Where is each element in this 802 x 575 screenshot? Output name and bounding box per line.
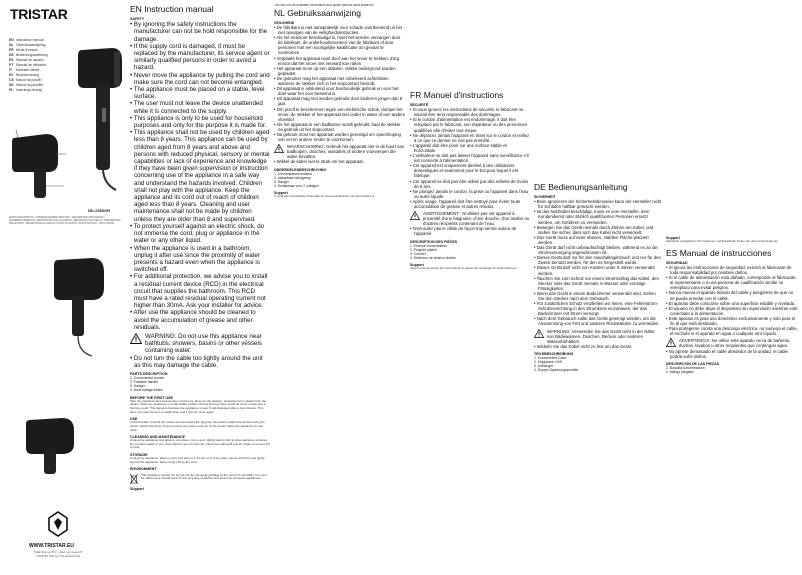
folded-dryer-illustration <box>48 252 110 362</box>
nl-support-text: U vindt alle beschikbare informatie en reserveonderdelen op www.tristar.eu! <box>274 194 375 199</box>
list-item: 4. Dual voltage switch <box>130 388 163 393</box>
list-item: • Si vous ignorez les instructions de sécurité, le fabricant ne saurait être tenu responsable des dommages. <box>410 107 524 118</box>
language-label: Instrukcja obsługi <box>16 88 43 92</box>
list-item: • Als het apparaat in een badkamer wordt gebruikt, haal de stekker na gebruik uit het stopcontact. <box>274 121 401 132</box>
en-environment <box>130 474 270 484</box>
list-item: 4. Doppel-Spannungsschalter <box>534 368 579 373</box>
es-parts-list <box>666 366 798 374</box>
hair-dryer-illustration <box>76 44 124 194</box>
language-code: PT <box>9 63 14 67</box>
fr-support-heading: Support <box>410 263 424 268</box>
de-title: DE Bedienungsanleitung <box>534 182 628 192</box>
en-support-heading: Support <box>130 486 144 491</box>
en-environment-heading: ENVIRONMENT <box>130 467 157 472</box>
language-label: Bruksanvisning <box>16 73 39 77</box>
es-parts-heading: DESCRIPCIÓN DE LAS PIEZAS <box>666 361 720 366</box>
language-label: Gebruiksaanwijzing <box>16 43 46 47</box>
list-item: 2. Foldable handle <box>130 380 158 385</box>
warning-icon <box>274 144 284 153</box>
list-item: • Para protegerse contra una descarga eléctrica, no sumerja el cable, el enchufe ni el aparato en agua o cualquier otro líquido. <box>666 326 798 337</box>
list-item: • Beim Ignorieren der Sicherheitshinweise kann der Hersteller nicht für Schäden haftbar gemacht werden. <box>534 199 662 210</box>
list-item: • To protect yourself against an electric shock, do not immerse the cord, plug or appliance in the water or any other liquid. <box>130 222 265 245</box>
language-code: SV <box>9 73 14 77</box>
language-label: Mode d'emploi <box>16 48 38 52</box>
list-item: • El aparato debe colocarse sobre una superficie estable y nivelada. <box>666 300 796 306</box>
warning-icon <box>130 333 142 344</box>
fr-column <box>410 4 530 271</box>
list-item: 3. Hanger <box>274 179 289 184</box>
website: WWW.TRISTAR.EU <box>29 543 74 549</box>
warning-icon <box>410 211 420 220</box>
de-safety-list <box>534 199 662 326</box>
fr-warning <box>410 211 530 226</box>
list-item: • This appliance shall not be used by children aged less than 8 years. This appliance can be used by children aged from 8 years and above and persons with reduced physical, sensory or mental capabilities or lack of experience and knowledge if they have been given supervision or instruction concerning use of the appliance in a safe way and understand the hazards involved. Children shall not play with the appliance. Keep the appliance and its cord out of reach of children aged less than 8 years. Cleaning and user maintenance shall not be made by children unless they are older than 8 and supervised. <box>130 129 270 223</box>
language-label: Instruction manual <box>16 38 44 42</box>
list-item: • Ne plongez jamais le cordon, la prise ou l'appareil dans l'eau ou autre liquide. <box>410 188 529 199</box>
list-item: • Si ignora las instrucciones de seguridad, eximirá al fabricante de toda responsabilidad por posibles daños. <box>666 265 792 276</box>
list-item: • After use the appliance should be cleaned to avoid the accumulation of grease and other residuals. <box>130 309 256 331</box>
nl-warning-text: WAARSCHUWING: Gebruik het apparaat niet in de buurt van badkuipen, douches, wastafels of andere voorwerpen die water bevatten. <box>287 144 405 160</box>
en-safety-heading: SAFETY <box>130 17 145 21</box>
es-column <box>666 4 798 374</box>
en-warning-2: • Do not turn the cable too tightly around the unit as this may damage the cable. <box>130 354 263 369</box>
language-list <box>9 38 69 93</box>
en-parts-list <box>130 376 270 392</box>
nl-support-heading: Support <box>274 191 288 196</box>
en-storage-text: Unplug the appliance, allow to cool, and store it in its box or in a dry place. Never wind the cord tightly around the appliance. Never hang unit by the cord. <box>130 456 265 464</box>
list-item: • By ignoring the safety instructions the manufacturer can not be hold responsible for the damage. <box>130 21 268 43</box>
es-safety-list <box>666 265 798 336</box>
en-parts-heading: PARTS DESCRIPTION <box>130 371 168 376</box>
de-warning <box>534 329 662 344</box>
nl-title: NL Gebruiksaanwijzing <box>274 7 361 18</box>
list-item: • Dieses Gerät darf nur für den Haushaltsgebrauch und nur für den Zweck benutzt werden, für den es hergestellt wurde. <box>534 255 661 266</box>
de-warning-text: WARNUNG: Verwenden Sie das Gerät nicht in der Nähe von Badewannen, Duschen, Becken oder anderen Wasserbehältern. <box>547 328 655 344</box>
en-warning-text: WARNING: Do not use this appliance near bathtubs, showers, basins or other vessels containing water. <box>145 332 262 355</box>
list-item: • Tauchen Sie zum Schutz vor einem Stromschlag das Kabel, den Stecker oder das Gerät niemals in Wasser oder sonstige Flüssigkeiten. <box>534 275 659 291</box>
list-item: • Für zusätzlichen Schutz empfehlen wir Ihnen, eine Fehlerstrom-Schutzeinrichtung in den Stromkreis einzubauen, der das Badezimmer mit Strom versorgt. <box>534 301 659 317</box>
list-item: 1. Boquilla concentradora <box>666 365 705 370</box>
nl-safety-list <box>274 25 406 142</box>
es-safety-heading: SEGURIDAD <box>666 260 688 265</box>
nl-column <box>274 4 406 199</box>
language-code: FR <box>9 48 14 52</box>
list-item: • De fabrikant is niet aansprakelijk voor schade voortkomend uit het niet opvolgen van de veiligheidsinstructies. <box>274 25 403 36</box>
language-label: Manual de utilizador <box>16 63 47 67</box>
warning-icon <box>534 329 544 338</box>
list-item: • Ist das Netzkabel beschädigt, muss es vom Hersteller, dem Kundendienst oder ähnlich qualifizierten Personen ersetzt werden, um Gefahren zu vermeiden. <box>534 209 650 225</box>
list-item: • Als het netsnoer beschadigd is, moet het worden vervangen door de fabrikant, de onderhoudsmonteur van de fabrikant of door personen met een soortgelijke kwalificatie om gevaar te voorkomen. <box>274 35 401 56</box>
de-support-text: Sämtliche verfügbaren Informationen und Ersatzteile finden Sie unter www.tristar.eu! <box>666 239 779 244</box>
list-item: • Wenn das Gerät in einem Badezimmer verwendet wird, ziehen Sie den Stecker nach dem Gebrauch. <box>534 290 656 301</box>
list-item: 2. Klappbarer Griff <box>534 360 562 365</box>
fr-parts-heading: DESCRIPTION DES PIÈCES <box>410 239 458 244</box>
list-item: • Das Gerät darf nicht unbeaufsichtigt bleiben, während es an die Stromversorgung angeschlossen ist. <box>534 245 658 256</box>
list-item: 1. Concentrator nozzle <box>130 376 165 381</box>
de-column <box>534 4 662 373</box>
fr-warning-text: AVERTISSEMENT : N'utilisez pas cet appareil à proximité d'une baignoire, d'une douche, d'un lavabo ou d'autres récipients contenant de l'eau. <box>423 211 530 227</box>
en-before-text: Take the appliance and accessories out the box. Remove the stickers, protective foil or plastic from the device. Place the appliance on a flat stable surface. During first use there could be some smoke and a burning smell. This happens because the appliance is new. It will disappear after a few minutes. This does not mean there is a malfunction and it will not occur again. <box>130 398 267 414</box>
en-before-heading: BEFORE THE FIRST USE <box>130 395 173 400</box>
language-code: IT <box>9 68 13 72</box>
nl-parts-heading: ONDERDELENBESCHRIJVING <box>274 167 327 172</box>
storage-dryer-illustration <box>22 410 84 480</box>
fr-safety-list <box>410 107 530 209</box>
language-label: Manual de usuario <box>16 58 44 62</box>
list-item: • Na gebruik moet het apparaat worden gereinigd om opeenhoping van vet en andere resten te voorkomen. <box>274 131 401 143</box>
list-item: 3. Aufhänger <box>534 364 554 369</box>
en-warning <box>130 333 270 355</box>
nl-warning-2: • Wikkel de kabel niet te strak om het apparaat. <box>274 159 364 165</box>
list-item: • Het apparaat moet op een stabiele, vlakke ondergrond worden geplaatst. <box>274 65 396 76</box>
en-cleaning-text: Unplug the appliance and allow to cool down. Use a soft, slightly damp cloth to wipe appliance surfaces. Do not allow water or any other liquid to get into the unit. Clean the outlet grill and air intake to remove lint or dust. <box>130 438 270 450</box>
list-item: 1. Concentratormondstuk <box>274 171 313 176</box>
nl-warning <box>274 144 406 159</box>
list-item: • Nunca mueva el aparato tirando del cable y asegúrese de que no se pueda enredar con el cable. <box>666 290 794 301</box>
list-item: • Never move the appliance by pulling the cord and make sure the cord can not become entangled. <box>130 71 270 86</box>
list-item: • The appliance must be placed on a stable, level surface. <box>130 86 265 101</box>
language-label: Návod na použití <box>16 78 42 82</box>
nl-safety-heading: VEILIGHEID <box>274 20 295 25</box>
fr-title: FR Manuel d'instructions <box>410 90 504 100</box>
en-storage-heading: STORAGE <box>130 453 148 458</box>
list-item: • This appliance is only to be used for household purposes and only for the purpose it is made for. <box>130 114 267 130</box>
list-item: 3. Crochet <box>410 251 426 256</box>
list-item: • Bewegen Sie das Gerät niemals durch Ziehen am Kabel, und stellen Sie sicher, dass sich das Kabel nicht verwickelt. <box>534 224 654 235</box>
de-parts-list <box>534 356 662 372</box>
list-item: 4. Schakelaar voor 2 voltages <box>274 184 319 189</box>
language-code: PL <box>9 88 14 92</box>
company-address: Tristar Europe B.V. | Jules Verneweg 87 | 5015 BH Tilburg | The Netherlands <box>33 550 83 558</box>
list-item: • L'appareil doit être posé sur une surface stable et horizontale. <box>410 142 507 153</box>
list-item: • Après usage, l'appareil doit être nettoyé pour éviter toute accumulation de graisse et autres résidus. <box>410 198 521 209</box>
en-column <box>130 4 270 491</box>
fr-safety-heading: SÉCURITÉ <box>410 103 429 107</box>
list-item: • Si el cable de alimentación está dañado, corresponde al fabricante, al representante o a una persona de cualificación similar su reemplazo para evitar peligros. <box>666 275 797 291</box>
list-item: • Dit apparaat mag niet worden gebruikt door kinderen jonger dan 8 jaar. <box>274 96 403 107</box>
en-environment-text: This appliance should not be put into the domestic garbage at the end of its durability, but must be offered at a central point for the recycling of electric and electronic domestic appliances. <box>141 472 267 481</box>
weee-bin-icon <box>130 474 138 484</box>
list-item: 1. Embout concentrateur <box>410 243 448 248</box>
de-parts-heading: TEILEBESCHREIBUNG <box>534 351 574 356</box>
parts-callout-figure <box>10 124 72 202</box>
list-item: 4. Sélecteur de tension double <box>410 256 456 261</box>
warning-icon <box>666 338 676 347</box>
language-code: EN <box>9 38 14 42</box>
list-item: • Das Gerät muss auf einer ebenen, stabilen Fläche platziert werden. <box>534 234 649 245</box>
en-safety-list <box>130 21 270 331</box>
parts-description-fineprint: PARTS DESCRIPTION / ONDERDELENBESCHRIJVING / DESCRIPTION DES PIÈCES / TEILEBESCHREIBUNG / DESCRIPCIÓN DE LAS PIEZAS / DESCRIÇÃO DAS PEÇAS / DESCRIZIONE DELLE PARTI / BESKRIVNING AV DELAR / POPIS SOUČÁSTÍ / POPIS SÚČASTÍ / OPIS CZĘŚCI <box>9 216 121 226</box>
language-code: NL <box>9 43 14 47</box>
list-item: • L'utilisateur ne doit pas laisser l'appareil sans surveillance s'il est connecté à l'alimentation. <box>410 153 529 164</box>
brand-logo: TRISTAR <box>10 6 68 22</box>
list-item: 3. Hanger <box>130 384 145 389</box>
de-safety-heading: SICHERHEIT <box>534 195 556 199</box>
language-code: ES <box>9 58 14 62</box>
model-number: HD-2359GR <box>88 208 111 213</box>
es-warning-text: ADVERTENCIA: No utilice este aparato cerca de bañeras, duchas, lavabos u otros recipientes que contengan agua. <box>679 338 791 349</box>
fr-warning-2: • N'enroulez pas le câble de façon trop serrée autour de l'appareil. <box>410 226 517 237</box>
list-item: • Cet appareil ne doit pas être utilisé par des enfants de moins de 8 ans. <box>410 178 529 189</box>
list-item: • Dit apparaat is uitsluitend voor huishoudelijk gebruik en voor het doel waar het voor bestemd is. <box>274 86 399 97</box>
tristar-mark-icon <box>47 510 69 538</box>
list-item: • If the supply cord is damaged, it must be replaced by the manufacturer, its service agent or similarly qualified persons in order to avoid a hazard. <box>130 42 270 72</box>
es-warning-2: • No apriete demasiado el cable alrededor de la unidad, el cable podría sufrir daños. <box>666 348 788 359</box>
en-cleaning-heading: CLEANING AND MAINTENANCE <box>130 435 185 440</box>
list-item: 2. Poignée pliable <box>410 247 437 252</box>
en-support-text: You can find all available information and spare parts at www.tristar.eu! <box>274 4 374 7</box>
language-code: SK <box>9 83 14 87</box>
en-use-heading: USE <box>130 417 138 422</box>
list-item: 2. Inklapbare handgreep <box>274 175 311 180</box>
language-code: DE <box>9 53 14 57</box>
list-item: • Verplaats het apparaat nooit door aan het snoer te trekken. Zorg ervoor dat het snoer niet verward kan raken. <box>274 55 399 66</box>
list-item: 1. Konzentrator-Düse <box>534 356 567 361</box>
es-title: ES Manual de instrucciones <box>666 247 772 258</box>
list-item: • Dieses Gerät darf nicht von Kindern unter 8 Jahren verwendet werden. <box>534 265 655 276</box>
list-item: 2. Mango plegable <box>666 369 694 374</box>
language-code: CS <box>9 78 14 82</box>
language-label: Bedienungsanleitung <box>16 53 48 57</box>
fr-support-text: Vous trouverez toutes les informations et pièces de rechange sur www.tristar.eu ! <box>410 266 518 271</box>
list-item: • Om jezelf te beschermen tegen een elektrische schok, dompel het snoer, de stekker of het apparaat niet onder in water of een andere vloeistof. <box>274 106 406 122</box>
list-item: • For additional protection, we advise you to install a residual current device (RCD) in the electrical circuit that supplies the bathroom. This RCD must have a rated residual operating current not higher than 30mA. Ask your installer for advice. <box>130 273 268 310</box>
list-item: • Este aparato es para uso doméstico exclusivamente y solo para el fin al que está destinado. <box>666 315 796 327</box>
de-warning-2: • Wickeln Sie das Kabel nicht zu fest um das Gerät. <box>534 343 632 349</box>
es-warning <box>666 338 798 348</box>
fr-parts-list <box>410 244 530 260</box>
list-item: • Nach dem Gebrauch sollte das Gerät gereinigt werden, um die Ansammlung von Fett und anderen Rückständen zu vermeiden. <box>534 316 660 327</box>
language-label: Návod na použitie <box>16 83 44 87</box>
list-item: • When the appliance is used in a bathroom, unplug it after use since the proximity of water presents a hazard even when the appliance is switched off. <box>130 244 260 274</box>
list-item: • Si le cordon d'alimentation est endommagé, il doit être remplacé par le fabricant, son réparateur ou des personnes qualifiées afin d'éviter tout risque. <box>410 117 527 133</box>
de-support-heading: Support <box>666 236 680 240</box>
nl-parts-list <box>274 172 406 188</box>
list-item: • The user must not leave the device unattended while it is connected to the supply. <box>130 100 263 115</box>
language-entry <box>9 88 69 93</box>
list-item: • Ne déplacez jamais l'appareil en tirant sur le cordon et veillez à ce que ce dernier ne soit pas emmêlé. <box>410 132 530 143</box>
en-title: EN Instruction manual <box>130 4 214 14</box>
list-item: • Cet appareil est uniquement destiné à des utilisations domestiques et seulement pour le but pour lequel il est fabriqué. <box>410 163 519 179</box>
list-item: • De gebruiker mag het apparaat niet onbeheerd achterlaten wanneer de stekker zich in het stopcontact bevindt. <box>274 75 389 87</box>
language-label: Manuale utente <box>16 68 40 72</box>
list-item: • El usuario no debe dejar el dispositivo sin supervisión mientras esté conectado a la alimentación. <box>666 305 798 316</box>
en-use-text: Unfold handle. Unwind the power cord and insert the plug into the socket. Adjust the air flow using the switch. Switch the dryer off and remove the power cord out of the socket. Allow the appliance to cool down. <box>130 420 265 432</box>
